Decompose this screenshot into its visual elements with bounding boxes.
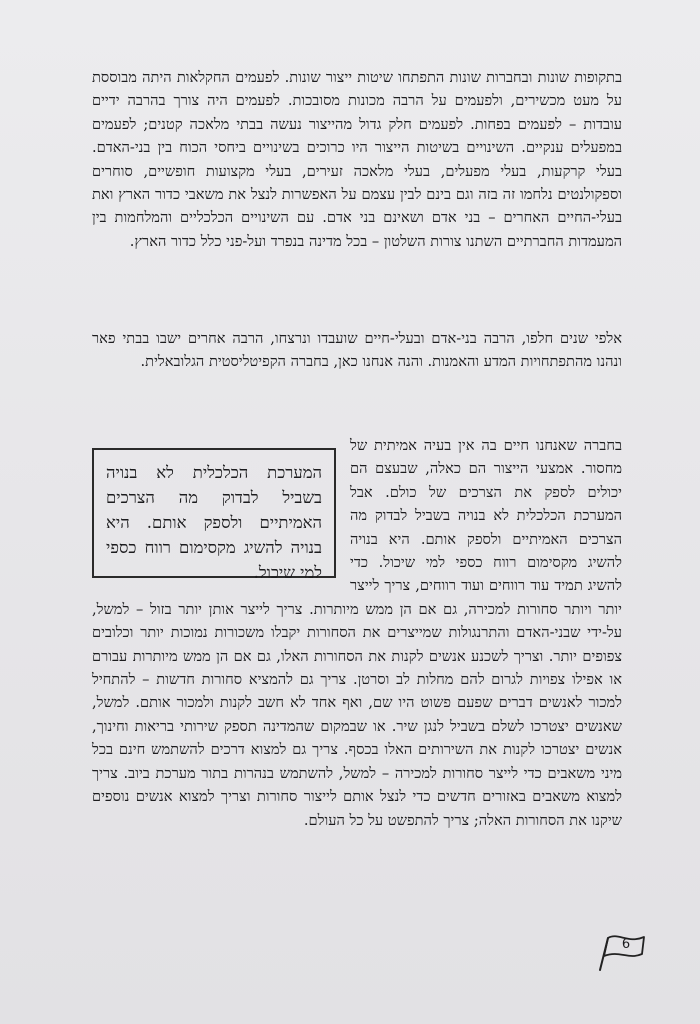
pull-quote-box: המערכת הכלכלית לא בנויה בשביל לבדוק מה הצרכים האמיתיים ולספק אותם. היא בנויה להשיג מקסימום רווח כספי למי שיכול. [92,448,336,578]
page-number-flag [594,928,654,972]
body-paragraph-3 [92,434,622,832]
paragraph-text: בחברה שאנחנו חיים בה אין בעיה אמיתית של מחסור. אמצעי הייצור הם כאלה, שבעצם הם יכולים לספק את הצרכים של כולם. אבל המערכת הכלכלית לא בנויה בשביל לבדוק מה הצרכים האמיתיים ולספק אותם. היא בנויה להשיג מקסימום רווח כספי למי שיכול. כדי להשיג תמיד עוד רווחים ועוד רווחים, צריך לייצר יותר ויותר סחורות למכירה, גם אם הן ממש מיותרות. צריך לייצר אותן יותר בזול – למשל, על-ידי שבני-האדם והתרנגולות שמייצרים את הסחורות יקבלו משכורות נמוכות יותר וכלובים צפופים יותר. וצריך לשכנע אנשים לקנות את הסחורות האלו, גם אם הן ממש מיותרות עבורם או אפילו צפויות לגרום להם מחלות לב וסרטן. צריך גם להמציא סחורות חדשות – להתחיל למכור לאנשים דברים שפעם פשוט היו שם, ואף אחד לא חשב לקנות ולמכור אותם. למשל, שאנשים יצטרכו לשלם בשביל לנגן שיר. או שבמקום שהמדינה תספק שירותי בריאות וחינוך, אנשים יצטרכו לקנות את השירותים האלו בכסף. צריך גם למצוא דרכים להשתמש חינם בכל מיני משאבים כדי לייצר סחורות למכירה – למשל, להשתמש בנהרות בתור מערכת ביוב. צריך למצוא משאבים באזורים חדשים כדי לנצל אותם לייצור סחורות וצריך למצוא אנשים נוספים שיקנו את הסחורות האלה; צריך להתפשט על כל העולם. [92,437,622,829]
page-number: 6 [621,937,631,952]
body-paragraph-1 [92,66,622,253]
paragraph-text: בתקופות שונות ובחברות שונות התפתחו שיטות ייצור שונות. לפעמים החקלאות היתה מבוססת על מעט מכשירים, ולפעמים על הרבה מכונות מסובכות. לפעמים היה צורך בהרבה ידיים עובדות – לפעמים בפחות. לפעמים חלק גדול מהייצור נעשה בבתי מלאכה קטנים; לפעמים במפעלים ענקיים. השינויים בשיטות הייצור היו כרוכים בשינויים ביחסי הכוח בין בני-האדם. בעלי קרקעות, בעלי מפעלים, בעלי מלאכה זעירים, בעלי מקצועות חופשיים, סוחרים וספקולנטים נלחמו זה בזה וגם בינם לבין עצמם על האפשרות לנצל את משאבי כדור הארץ ואת בעלי-החיים האחרים – בני אדם ושאינם בני אדם. עם השינויים הכלכליים והמלחמות בין המעמדות החברתיים השתנו צורות השלטון – בכל מדינה בנפרד ועל-פני כלל כדור הארץ. [92,69,622,250]
body-paragraph-2 [92,327,622,374]
paragraph-text: אלפי שנים חלפו, הרבה בני-אדם ובעלי-חיים שועבדו ונרצחו, הרבה אחרים ישבו בבתי פאר ונהנו מהתפתחויות המדע והאמנות. והנה אנחנו כאן, בחברה הקפיטליסטית הגלובאלית. [92,330,622,371]
